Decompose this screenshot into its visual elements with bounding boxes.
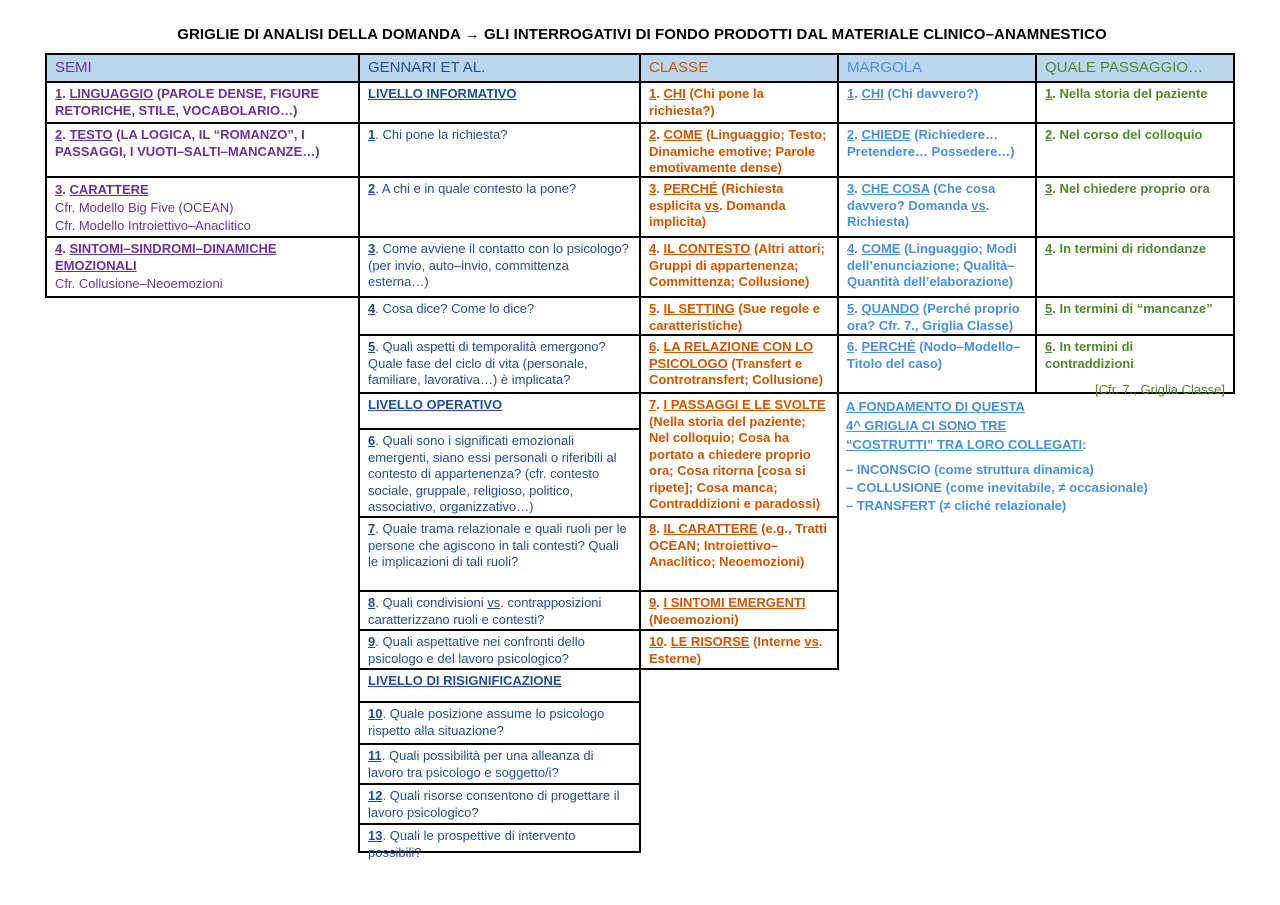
classe-c5-number: 5 (649, 301, 657, 316)
header-gennari (358, 53, 641, 83)
classe-c7-number: 7 (649, 397, 657, 412)
margola-m6-text: (Nodo–Modello–Titolo del caso) (847, 339, 1021, 371)
passaggio-p5-number: 5 (1045, 301, 1053, 316)
semi-3-title: CARATTERE (69, 182, 149, 197)
margola-m4: 4. COME (Linguaggio; Modi dell’enunciazione; Qualità–Quantità dell’elaborazione) (837, 236, 1037, 298)
semi-3-number: 3 (55, 182, 63, 197)
fondamento-item-inconscio: – INCONSCIO (come struttura dinamica) (846, 462, 1094, 477)
header-semi-label: SEMI (55, 59, 92, 76)
classe-c9-number: 9 (649, 595, 657, 610)
semi-2-text: (LA LOGICA, IL “ROMANZO”, I PASSAGGI, I VUOTI–SALTI–MANCANZE…) (55, 127, 320, 159)
gennari-q12-number: 12 (368, 788, 383, 803)
classe-c4-text: (Altri attori; Gruppi di appartenenza; Committenza; Collusione) (649, 241, 825, 289)
gennari-q13: 13. Quali le prospettive di intervento possibili? (358, 823, 641, 853)
classe-c8-text: (e.g., Tratti OCEAN; Introiettivo–Anaclitico; Neoemozioni) (649, 521, 827, 569)
margola-m4-title: COME (861, 241, 901, 256)
margola-m2: 2. CHIEDE (Richiedere… Pretendere… Possedere…) (837, 122, 1037, 178)
semi-1-number: 1 (55, 86, 63, 101)
semi-3-line-1: Cfr. Modello Big Five (OCEAN) (55, 200, 234, 215)
semi-cell-3: 3. CARATTERE Cfr. Modello Big Five (OCEAN) Cfr. Modello Introiettivo–Anaclitico (45, 176, 360, 238)
margola-m3: 3. CHE COSA (Che cosa davvero? Domanda vs. Richiesta) (837, 176, 1037, 238)
semi-cell-1: 1. LINGUAGGIO (PAROLE DENSE, FIGURE RETORICHE, STILE, VOCABOLARIO…) (45, 81, 360, 124)
gennari-q13-text: Quali le prospettive di intervento possibili? (368, 828, 576, 860)
gennari-livello-risignificazione (358, 668, 641, 703)
classe-c3-title: PERCHÉ (663, 181, 718, 196)
classe-c10-text-b: . Esterne) (649, 634, 823, 666)
margola-m2-title: CHIEDE (861, 127, 911, 142)
header-classe-label: CLASSE (649, 59, 709, 76)
classe-c3-text-a: (Richiesta esplicita (649, 181, 784, 213)
passaggio-p4-text: . In termini di ridondanze (1052, 241, 1207, 256)
passaggio-p6-number: 6 (1045, 339, 1053, 354)
gennari-q4-text: Cosa dice? Come lo dice? (378, 301, 535, 316)
fondamento-heading-2: 4^ GRIGLIA CI SONO TRE (846, 418, 1007, 433)
gennari-q11-number: 11 (368, 748, 382, 763)
passaggio-p6 (1035, 334, 1235, 397)
gennari-q9-text: Quali aspettative nei confronti dello psicologo e del lavoro psicologico? (368, 634, 585, 666)
classe-c10-number: 10 (649, 634, 664, 649)
classe-c6: 6. LA RELAZIONE CON LO PSICOLOGO (Transfert e Controtransfert; Collusione) (639, 334, 839, 394)
gennari-q12: 12. Quali risorse consentono di progettare il lavoro psicologico? (358, 783, 641, 825)
margola-m3-title: CHE COSA (861, 181, 930, 196)
semi-3-line-2: Cfr. Modello Introiettivo–Anaclitico (55, 218, 251, 233)
gennari-q5: 5. Quali aspetti di temporalità emergono? Quale fase del ciclo di vita (personale, familiare, lavorativa…) è implicata? (358, 334, 641, 394)
margola-m1-number: 1 (847, 86, 855, 101)
classe-c3-number: 3 (649, 181, 657, 196)
semi-1-text: (PAROLE DENSE, FIGURE RETORICHE, STILE, VOCABOLARIO…) (55, 86, 320, 118)
gennari-q10-number: 10 (368, 706, 383, 721)
classe-c7-title: I PASSAGGI E LE SVOLTE (663, 397, 826, 412)
passaggio-p3-text: . Nel chiedere proprio ora (1052, 181, 1210, 196)
gennari-q11-text: Quali possibilità per una alleanza di lavoro tra psicologo e soggetto/i? (368, 748, 594, 780)
gennari-q7-text: Quale trama relazionale e quali ruoli per le persone che agiscono in tali contesti? Quali le implicazioni di tali ruoli? (368, 521, 627, 569)
fondamento-note (846, 398, 1148, 515)
passaggio-p1-number: 1 (1045, 86, 1053, 101)
gennari-q8-text-a: Quali condivisioni (378, 595, 488, 610)
classe-c10: 10. LE RISORSE (Interne vs. Esterne) (639, 629, 839, 670)
page-title: GRIGLIE DI ANALISI DELLA DOMANDA → GLI INTERROGATIVI DI FONDO PRODOTTI DAL MATERIALE CLINICO–ANAMNESTICO (177, 26, 1107, 43)
passaggio-p2-text: . Nel corso del colloquio (1052, 127, 1203, 142)
header-gennari-label: GENNARI ET AL. (368, 59, 486, 76)
semi-4-number: 4 (55, 241, 63, 256)
gennari-q1-number: 1 (368, 127, 376, 142)
passaggio-p1-text: . Nella storia del paziente (1052, 86, 1208, 101)
header-passaggio-label: QUALE PASSAGGIO… (1045, 59, 1204, 76)
classe-c1-title: CHI (663, 86, 686, 101)
fondamento-item-collusione: – COLLUSIONE (come inevitabile, ≠ occasionale) (846, 480, 1148, 495)
margola-m6: 6. PERCHÈ (Nodo–Modello–Titolo del caso) (837, 334, 1037, 394)
margola-m3-vs: vs (971, 197, 986, 213)
gennari-q5-number: 5 (368, 339, 376, 354)
margola-m3-text-b: . Richiesta) (847, 197, 990, 229)
semi-2-title: TESTO (69, 127, 113, 142)
classe-c2: 2. COME (Linguaggio; Testo; Dinamiche emotive; Parole emotivamente dense) (639, 122, 839, 178)
classe-c8-number: 8 (649, 521, 657, 536)
classe-c7-text: (Nella storia del paziente; Nel colloquio; Cosa ha portato a chiedere proprio ora; Cosa ritorna [cosa si ripete]; Cosa manca; Contraddizioni e paradossi) (649, 413, 821, 511)
fondamento-item-transfert: – TRANSFERT (≠ cliché relazionale) (846, 498, 1067, 513)
gennari-q1-text: Chi pone la richiesta? (378, 127, 508, 142)
semi-cell-2: 2. TESTO (LA LOGICA, IL “ROMANZO”, I PASSAGGI, I VUOTI–SALTI–MANCANZE…) (45, 122, 360, 178)
classe-c9-text: (Neoemozioni) (649, 611, 739, 627)
classe-c6-number: 6 (649, 339, 657, 354)
classe-c2-text: (Linguaggio; Testo; Dinamiche emotive; Parole emotivamente dense) (649, 127, 827, 175)
header-semi (45, 53, 360, 83)
passaggio-p1 (1035, 81, 1235, 124)
margola-m5-text: (Perché proprio ora? Cfr. 7., Griglia Classe) (847, 301, 1020, 333)
classe-c6-title: LA RELAZIONE CON LO PSICOLOGO (649, 339, 814, 371)
gennari-q10-text: Quale posizione assume lo psicologo rispetto alla situazione? (368, 706, 605, 738)
margola-m3-number: 3 (847, 181, 855, 196)
classe-c3-vs: vs (704, 197, 720, 213)
passaggio-p5 (1035, 296, 1235, 336)
gennari-q2: 2. A chi e in quale contesto la pone? (358, 176, 641, 238)
gennari-q6-text: Quali sono i significati emozionali emergenti, siano essi personali o riferibili al contesto di appartenenza? (cfr. contesto sociale, gruppale, religioso, politico, associativo, organizzativo…) (368, 433, 617, 514)
classe-c10-text-a: (Interne (749, 634, 805, 649)
gennari-livello-informativo (358, 81, 641, 124)
gennari-q4-number: 4 (368, 301, 376, 316)
gennari-q6: 6. Quali sono i significati emozionali emergenti, siano essi personali o riferibili al contesto di appartenenza? (cfr. contesto sociale, gruppale, religioso, politico, associativo, organizzativo…) (358, 428, 641, 518)
classe-c5: 5. IL SETTING (Sue regole e caratteristiche) (639, 296, 839, 336)
classe-c2-number: 2 (649, 127, 657, 142)
gennari-q5-text: Quali aspetti di temporalità emergono? Quale fase del ciclo di vita (personale, familiare, lavorativa…) è implicata? (368, 339, 606, 387)
classe-c6-text: (Transfert e Controtransfert; Collusione) (649, 355, 824, 387)
classe-c4-number: 4 (649, 241, 657, 256)
classe-c3-text-b: . Domanda implicita) (649, 197, 786, 229)
passaggio-p3 (1035, 176, 1235, 238)
margola-m2-number: 2 (847, 127, 855, 142)
header-margola (837, 53, 1037, 83)
classe-c4-title: IL CONTESTO (663, 241, 751, 256)
passaggio-p2 (1035, 122, 1235, 178)
classe-c10-vs: vs (804, 634, 819, 649)
gennari-q13-number: 13 (368, 828, 383, 843)
gennari-livello-operativo (358, 392, 641, 430)
passaggio-p2-number: 2 (1045, 127, 1053, 142)
classe-c9: 9. I SINTOMI EMERGENTI (Neoemozioni) (639, 590, 839, 631)
fondamento-colon: : (1082, 437, 1087, 452)
semi-4-title: SINTOMI–SINDROMI–DINAMICHE EMOZIONALI (55, 241, 277, 273)
livello-operativo-label: LIVELLO OPERATIVO (368, 397, 503, 412)
gennari-q3-text: Come avviene il contatto con lo psicologo? (per invio, auto–invio, committenza esterna…) (368, 241, 629, 289)
classe-c10-title: LE RISORSE (670, 634, 750, 649)
classe-c7: 7. I PASSAGGI E LE SVOLTE (Nella storia del paziente; Nel colloquio; Cosa ha portato a chiedere proprio ora; Cosa ritorna [cosa si ripete]; Cosa manca; Contraddizioni e paradossi) (639, 392, 839, 518)
gennari-q6-number: 6 (368, 433, 376, 448)
margola-m5-title: QUANDO (861, 301, 920, 316)
gennari-q9: 9. Quali aspettative nei confronti dello psicologo e del lavoro psicologico? (358, 629, 641, 670)
gennari-q12-text: Quali risorse consentono di progettare il lavoro psicologico? (368, 788, 620, 820)
margola-m4-text: (Linguaggio; Modi dell’enunciazione; Qualità–Quantità dell’elaborazione) (847, 241, 1017, 289)
margola-m5: 5. QUANDO (Perché proprio ora? Cfr. 7., Griglia Classe) (837, 296, 1037, 336)
livello-risignificazione-label: LIVELLO DI RISIGNIFICAZIONE (368, 673, 562, 688)
gennari-q7: 7. Quale trama relazionale e quali ruoli per le persone che agiscono in tali contesti? Quali le implicazioni di tali ruoli? (358, 516, 641, 592)
margola-m1: 1. CHI (Chi davvero?) (837, 81, 1037, 124)
gennari-q8: 8. Quali condivisioni vs. contrapposizioni caratterizzano ruoli e contesti? (358, 590, 641, 631)
semi-2-number: 2 (55, 127, 63, 142)
gennari-q11: 11. Quali possibilità per una alleanza di lavoro tra psicologo e soggetto/i? (358, 743, 641, 785)
classe-c4: 4. IL CONTESTO (Altri attori; Gruppi di appartenenza; Committenza; Collusione) (639, 236, 839, 298)
semi-1-title: LINGUAGGIO (69, 86, 154, 101)
gennari-q1: 1. Chi pone la richiesta? (358, 122, 641, 178)
gennari-q8-number: 8 (368, 595, 376, 610)
classe-c8: 8. IL CARATTERE (e.g., Tratti OCEAN; Introiettivo–Anaclitico; Neoemozioni) (639, 516, 839, 592)
classe-c1-number: 1 (649, 86, 657, 101)
gennari-q7-number: 7 (368, 521, 376, 536)
header-classe (639, 53, 839, 83)
classe-c1-text: (Chi pone la richiesta?) (649, 86, 764, 118)
classe-c2-title: COME (663, 127, 703, 142)
margola-m3-text-a: (Che cosa davvero? Domanda (847, 181, 996, 213)
passaggio-p4-number: 4 (1045, 241, 1053, 256)
margola-m6-number: 6 (847, 339, 855, 354)
gennari-q9-number: 9 (368, 634, 376, 649)
classe-c3: 3. PERCHÉ (Richiesta esplicita vs. Domanda implicita) (639, 176, 839, 238)
passaggio-p6-reference: [Cfr. 7., Griglia Classe] (1094, 382, 1225, 397)
passaggio-p4 (1035, 236, 1235, 298)
gennari-q2-number: 2 (368, 181, 376, 196)
classe-c9-title: I SINTOMI EMERGENTI (663, 595, 806, 610)
semi-4-line-1: Cfr. Collusione–Neoemozioni (55, 276, 223, 291)
gennari-q4: 4. Cosa dice? Come lo dice? (358, 296, 641, 336)
classe-c5-text: (Sue regole e caratteristiche) (649, 301, 820, 333)
classe-c5-title: IL SETTING (663, 301, 735, 316)
passaggio-p5-text: . In termini di “mancanze” (1052, 301, 1213, 316)
header-passaggio (1035, 53, 1235, 83)
margola-m1-title: CHI (861, 86, 884, 101)
margola-m1-text: (Chi davvero?) (883, 86, 979, 101)
semi-cell-4: 4. SINTOMI–SINDROMI–DINAMICHE EMOZIONALI Cfr. Collusione–Neoemozioni (45, 236, 360, 298)
gennari-q2-text: A chi e in quale contesto la pone? (378, 181, 577, 196)
passaggio-p6-text: . In termini di contraddizioni (1045, 339, 1134, 371)
gennari-q10: 10. Quale posizione assume lo psicologo rispetto alla situazione? (358, 701, 641, 745)
fondamento-heading-3: “COSTRUTTI” TRA LORO COLLEGATI (846, 437, 1083, 452)
classe-c1: 1. CHI (Chi pone la richiesta?) (639, 81, 839, 124)
margola-m5-number: 5 (847, 301, 855, 316)
passaggio-p3-number: 3 (1045, 181, 1053, 196)
gennari-q3: 3. Come avviene il contatto con lo psicologo? (per invio, auto–invio, committenza esterna…) (358, 236, 641, 298)
gennari-q8-text-b: . contrapposizioni caratterizzano ruoli e contesti? (368, 595, 602, 627)
header-margola-label: MARGOLA (847, 59, 923, 76)
livello-informativo-label: LIVELLO INFORMATIVO (368, 86, 517, 101)
classe-c8-title: IL CARATTERE (663, 521, 758, 536)
margola-m4-number: 4 (847, 241, 855, 256)
fondamento-heading-1: A FONDAMENTO DI QUESTA (846, 399, 1025, 414)
gennari-q3-number: 3 (368, 241, 376, 256)
gennari-q8-vs: vs (487, 595, 501, 610)
margola-m2-text: (Richiedere… Pretendere… Possedere…) (847, 127, 1015, 159)
margola-m6-title: PERCHÈ (861, 339, 916, 354)
